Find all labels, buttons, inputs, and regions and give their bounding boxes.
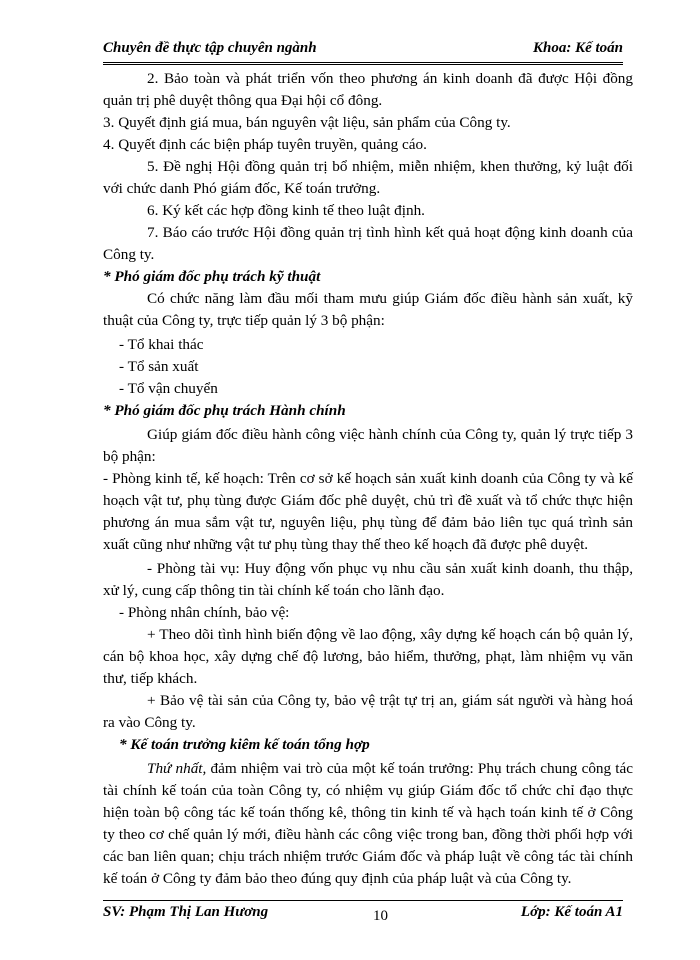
paragraph-line: quản trị phê duyệt thông qua Đại hội cổ đông. (103, 92, 383, 109)
page-header (103, 40, 623, 65)
list-item: - Tổ sản xuất (119, 358, 199, 375)
paragraph-line: ty theo cơ chế quản lý mới, điều hành các công việc trong ban, đồng thời phối hợp với (103, 826, 633, 843)
paragraph-line: hiện toàn bộ công tác kế toán thống kê, thông tin kinh tế và hạch toán kinh tế ở Công (103, 804, 633, 821)
paragraph-line: phương án mua sắm vật tư, nguyên liệu, phụ tùng để đảm bảo liên tục quá trình sản (103, 514, 633, 531)
paragraph-line: thuật của Công ty, trực tiếp quản lý 3 bộ phận: (103, 312, 385, 329)
paragraph-line: Giúp giám đốc điều hành công việc hành chính của Công ty, quản lý trực tiếp 3 (147, 426, 633, 443)
header-course-title: Chuyên đề thực tập chuyên ngành (103, 40, 317, 56)
paragraph-line: cán bộ khoa học, xây dựng chế độ lương, bảo hiểm, thưởng, phạt, làm nhiệm vụ văn (103, 648, 633, 665)
page-number: 10 (373, 908, 388, 924)
list-item: - Tổ vận chuyển (119, 380, 218, 397)
paragraph-line: Có chức năng làm đầu mối tham mưu giúp Giám đốc điều hành sản xuất, kỹ (147, 290, 633, 307)
paragraph-line: tài chính kế toán của toàn Công ty, có nhiệm vụ giúp Giám đốc tổ chức chỉ đạo thực (103, 782, 633, 799)
header-department: Khoa: Kế toán (532, 40, 623, 56)
paragraph-line: 4. Quyết định các biện pháp tuyên truyền, quảng cáo. (103, 136, 427, 153)
paragraph-line: + Theo dõi tình hình biến động về lao động, xây dựng kế hoạch cán bộ quản lý, (147, 626, 633, 643)
footer-student-name: SV: Phạm Thị Lan Hương (103, 904, 269, 920)
paragraph-line: với chức danh Phó giám đốc, Kế toán trưởng. (103, 180, 381, 197)
paragraph-line (103, 758, 633, 780)
paragraph-line: - Phòng tài vụ: Huy động vốn phục vụ nhu cầu sản xuất kinh doanh, thu thập, (147, 560, 633, 577)
list-item: - Tổ khai thác (119, 336, 204, 353)
paragraph-line: 6. Ký kết các hợp đồng kinh tế theo luật định. (147, 202, 425, 219)
paragraph-line: + Bảo vệ tài sản của Công ty, bảo vệ trật tự trị an, giám sát người và hàng hoá (147, 692, 633, 709)
paragraph-line: 3. Quyết định giá mua, bán nguyên vật liệu, sản phẩm của Công ty. (103, 114, 511, 131)
paragraph-line: hoạch vật tư, phụ tùng được Giám đốc phê duyệt, chủ trì đề xuất và tổ chức thực hiện (103, 492, 633, 509)
paragraph-line: - Phòng nhân chính, bảo vệ: (119, 604, 290, 621)
paragraph-line: 5. Đề nghị Hội đồng quản trị bổ nhiệm, miễn nhiệm, khen thưởng, kỷ luật đối (147, 158, 633, 175)
page-footer (103, 900, 623, 925)
emphasis-lead: Thứ nhất, (147, 760, 207, 777)
section-heading: * Kế toán trưởng kiêm kế toán tổng hợp (119, 736, 370, 753)
paragraph-line: 7. Báo cáo trước Hội đồng quản trị tình hình kết quả hoạt động kinh doanh của (147, 224, 633, 241)
paragraph-line: xử lý, cung cấp thông tin tài chính kế toán cho lãnh đạo. (103, 582, 445, 599)
paragraph-line: xuất cũng như những vật tư phụ tùng thay thế theo kế hoạch đã được phê duyệt. (103, 536, 589, 553)
section-heading: * Phó giám đốc phụ trách kỹ thuật (103, 268, 321, 285)
paragraph-line: các ban liên quan; chịu trách nhiệm trước Giám đốc và pháp luật về công tác tài chính (103, 848, 633, 865)
paragraph-line: kế toán ở Công ty đảm bảo theo đúng quy định của pháp luật và của Công ty. (103, 870, 572, 887)
footer-class: Lớp: Kế toán A1 (520, 904, 623, 920)
paragraph-line: Công ty. (103, 246, 155, 263)
paragraph-line: bộ phận: (103, 448, 156, 465)
paragraph-line: thư, tiếp khách. (103, 670, 198, 687)
paragraph-line: 2. Bảo toàn và phát triển vốn theo phương án kinh doanh đã được Hội đồng (147, 70, 633, 87)
paragraph-text: đảm nhiệm vai trò của một kế toán trưởng: Phụ trách chung công tác (206, 760, 634, 777)
section-heading: * Phó giám đốc phụ trách Hành chính (103, 402, 346, 419)
paragraph-line: ra vào Công ty. (103, 714, 196, 731)
paragraph-line: - Phòng kinh tế, kế hoạch: Trên cơ sở kế hoạch sản xuất kinh doanh của Công ty và kế (103, 470, 633, 487)
